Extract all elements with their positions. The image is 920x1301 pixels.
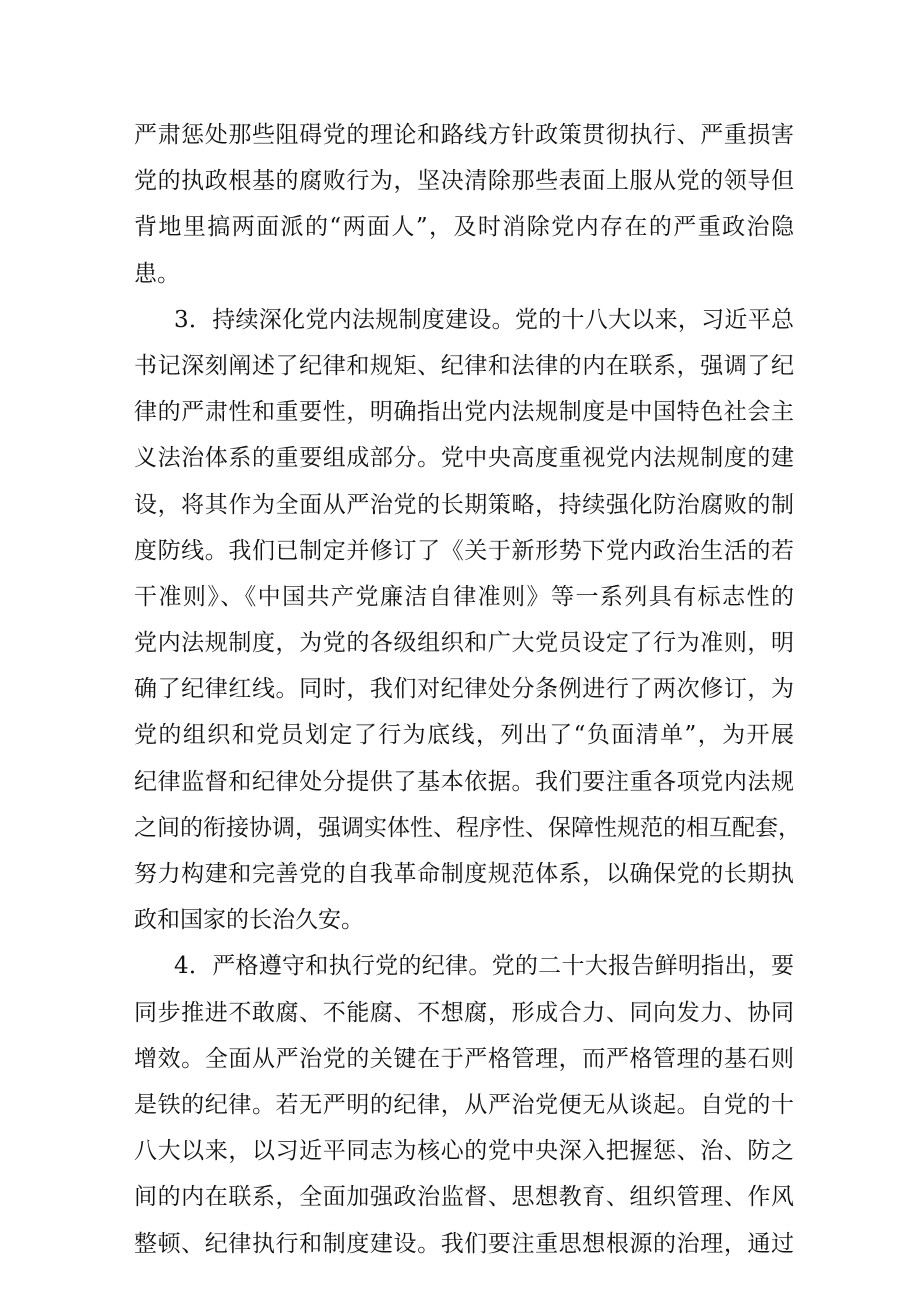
paragraph-2-line-4: 义法治体系的重要组成部分。党中央高度重视党内法规制度的建 [134,445,794,472]
paragraph-2-line-7: 干准则》、《中国共产党廉洁自律准则》等一系列具有标志性的 [134,583,794,610]
document-body [134,112,801,1267]
paragraph-2-line-3: 律的严肃性和重要性，明确指出党内法规制度是中国特色社会主 [134,399,794,426]
paragraph-2-line-10: 党的组织和党员划定了行为底线，列出了“负面清单”，为开展 [134,722,794,749]
paragraph-3-line-4: 是铁的纪律。若无严明的纪律，从严治党便无从谈起。自党的十 [134,1091,794,1118]
paragraph-3-line-6: 间的内在联系，全面加强政治监督、思想教育、组织管理、作风 [134,1184,794,1211]
paragraph-2-line-6: 度防线。我们已制定并修订了《关于新形势下党内政治生活的若 [134,537,794,564]
paragraph-1-line-1: 严肃惩处那些阻碍党的理论和路线方针政策贯彻执行、严重损害 [134,122,794,148]
paragraph-2-line-12: 之间的衔接协调，强调实体性、程序性、保障性规范的相互配套， [134,814,801,841]
paragraph-1-line-2: 党的执政根基的腐败行为，坚决清除那些表面上服从党的领导但 [134,168,794,195]
paragraph-2-line-14: 政和国家的长治久安。 [134,907,364,934]
paragraph-2-line-1: 3．持续深化党内法规制度建设。党的十八大以来，习近平总 [174,306,794,333]
paragraph-1-line-4: 患。 [134,260,180,287]
paragraph-2-line-11: 纪律监督和纪律处分提供了基本依据。我们要注重各项党内法规 [134,768,794,795]
paragraph-2-line-2: 书记深刻阐述了纪律和规矩、纪律和法律的内在联系，强调了纪 [134,352,794,379]
paragraph-3-line-3: 增效。全面从严治党的关键在于严格管理，而严格管理的基石则 [134,1045,794,1072]
paragraph-2-line-8: 党内法规制度，为党的各级组织和广大党员设定了行为准则，明 [134,630,794,657]
paragraph-3-line-5: 八大以来，以习近平同志为核心的党中央深入把握惩、治、防之 [134,1138,794,1165]
paragraph-2-line-13: 努力构建和完善党的自我革命制度规范体系，以确保党的长期执 [134,861,794,887]
paragraph-1-line-3: 背地里搞两面派的“两面人”，及时消除党内存在的严重政治隐 [134,214,794,241]
paragraph-2-line-9: 确了纪律红线。同时，我们对纪律处分条例进行了两次修订，为 [134,676,794,703]
paragraph-3-line-7: 整顿、纪律执行和制度建设。我们要注重思想根源的治理，通过 [134,1230,794,1257]
paragraph-3-line-1: 4．严格遵守和执行党的纪律。党的二十大报告鲜明指出，要 [174,953,794,980]
paragraph-2-line-5: 设，将其作为全面从严治党的长期策略，持续强化防治腐败的制 [134,491,794,518]
paragraph-3-line-2: 同步推进不敢腐、不能腐、不想腐，形成合力、同向发力、协同 [134,999,794,1026]
